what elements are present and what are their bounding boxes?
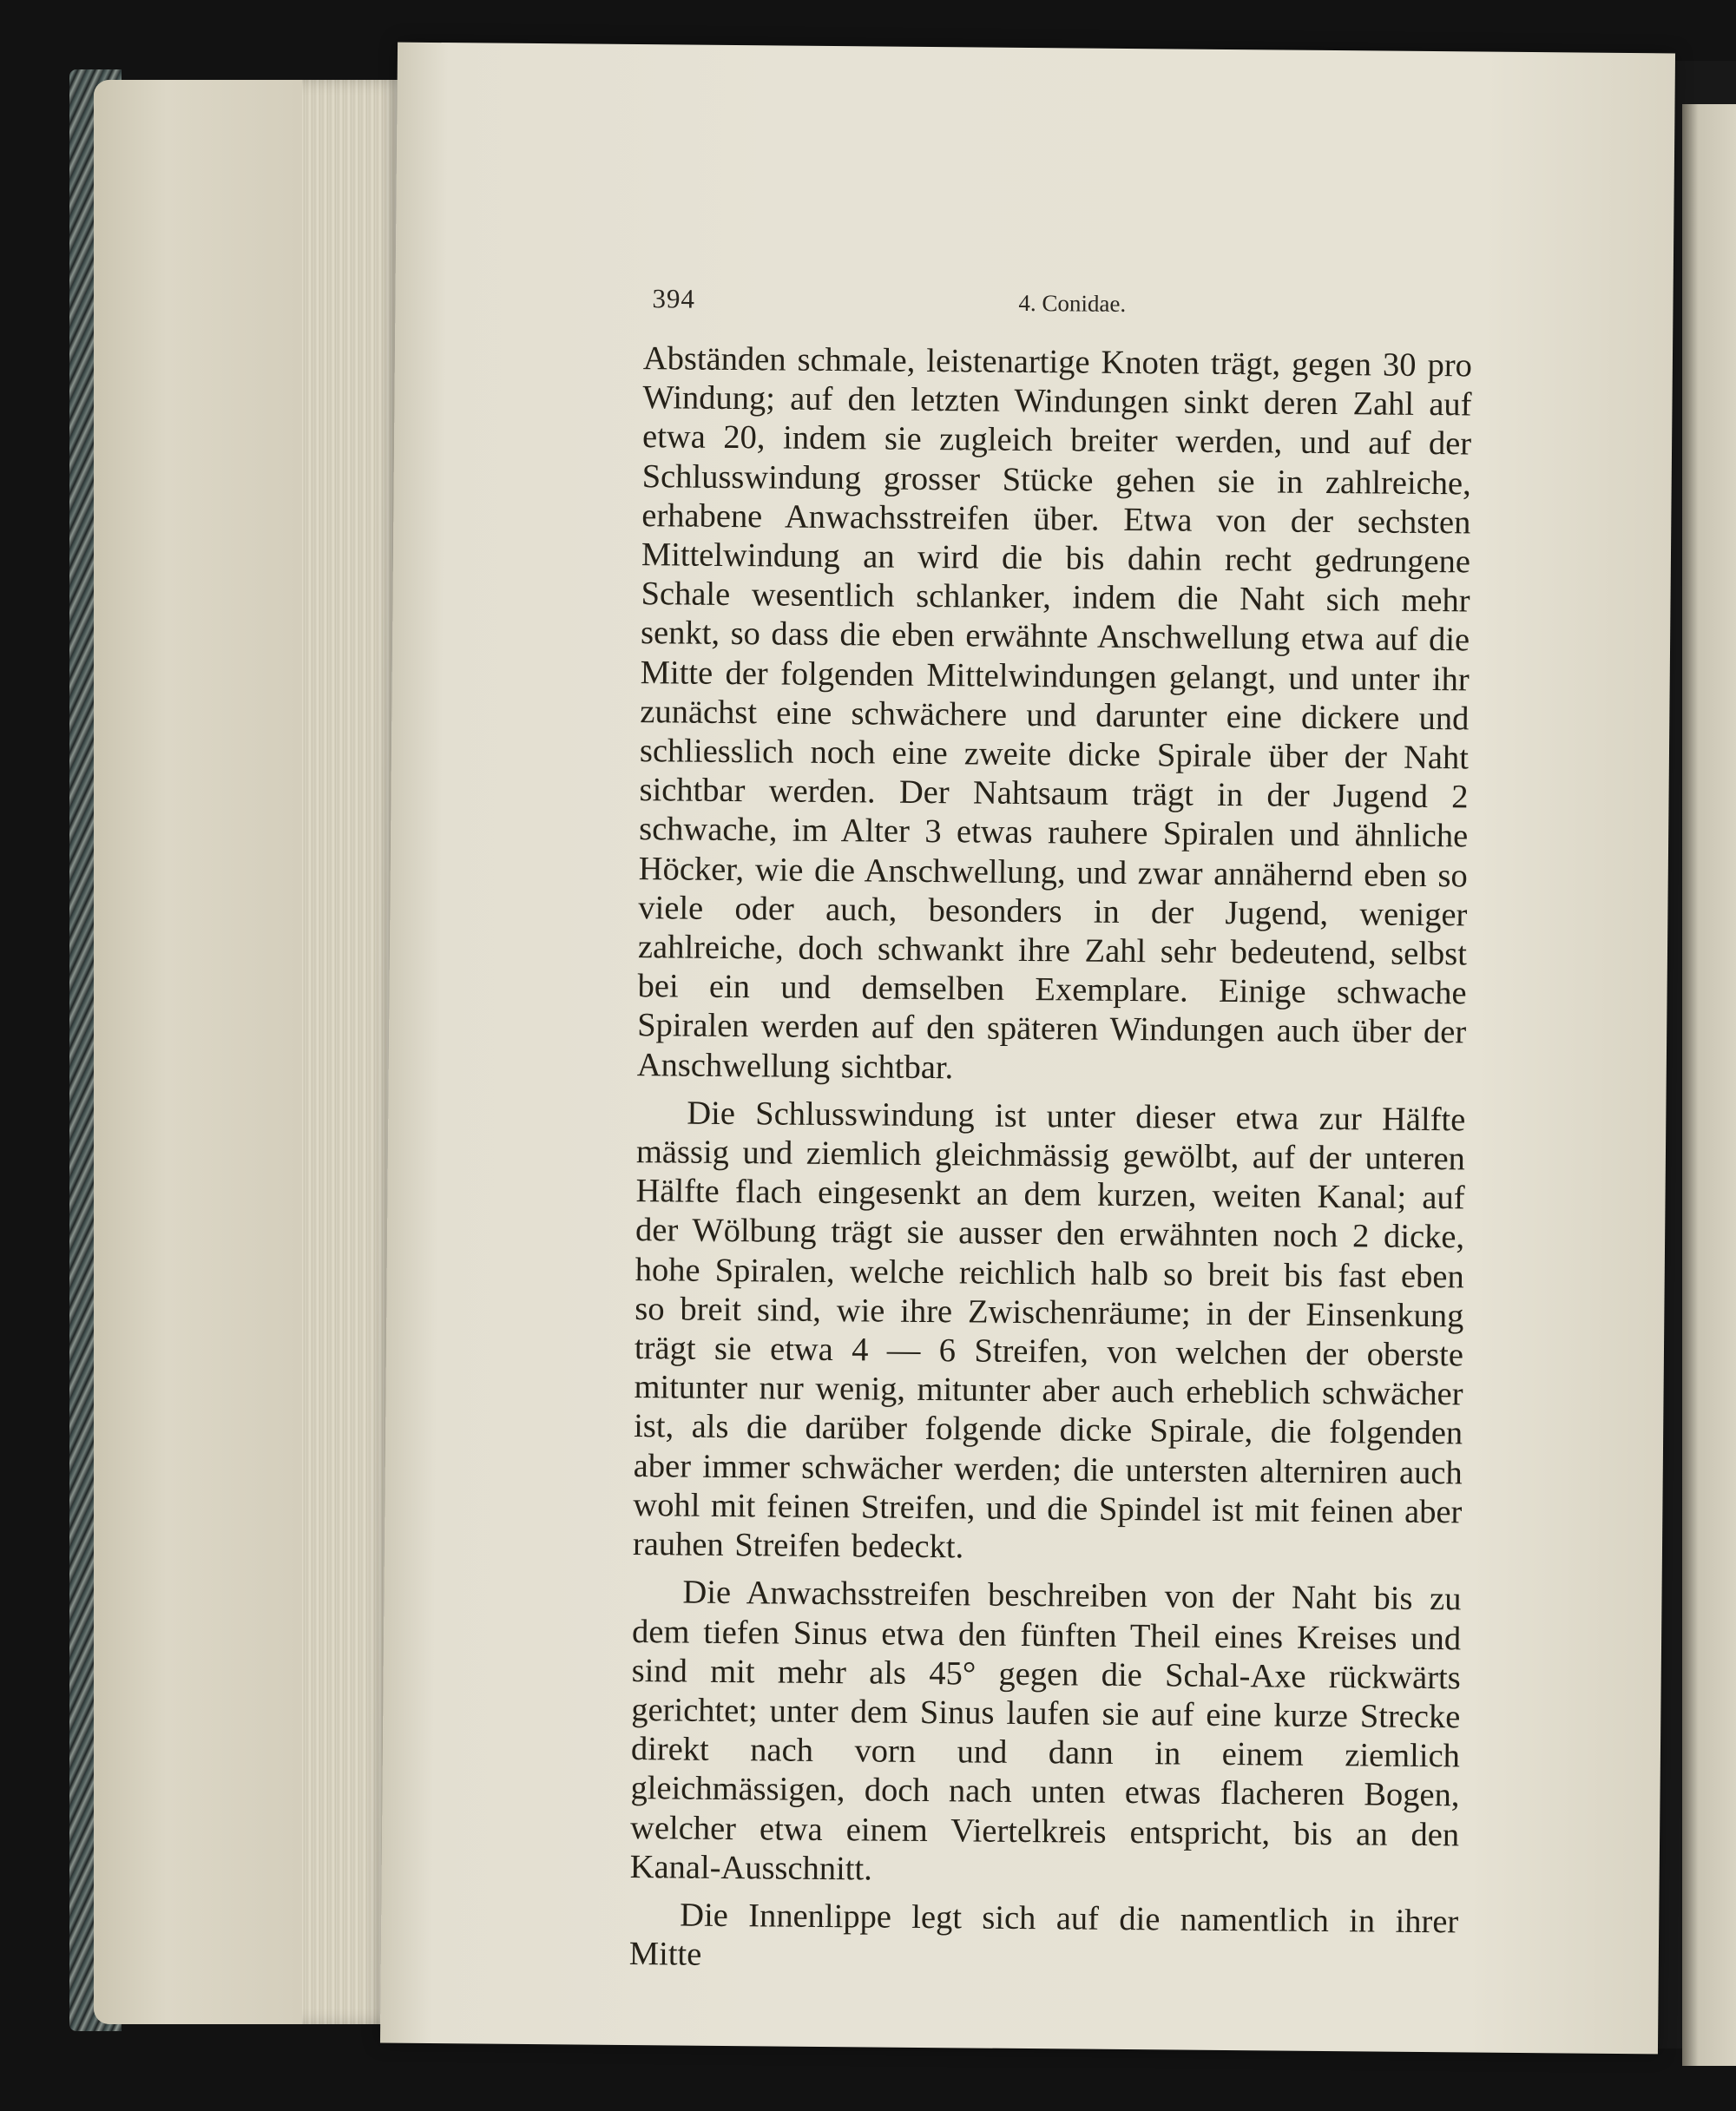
page-block-edges: [94, 80, 406, 2024]
body-text: [629, 339, 1472, 1990]
facing-page-edge: [1682, 104, 1736, 2066]
book-page: [380, 43, 1675, 2055]
paragraph: Die Anwachsstreifen beschreiben von der Naht bis zu dem tiefen Sinus etwa den fünften Theil eines Kreises und sind mit mehr als 45° gegen die Schal-Axe rückwärts gerichtet; unter dem Sinus laufen sie auf eine kurze Strecke direkt nach vorn und dann in einem ziemlich gleichmässigen, doch nach unten etwas flacheren Bogen, welcher etwa einem Viertelkreis entspricht, bis an den Kanal-Ausschnitt.: [629, 1574, 1462, 1888]
page-number: 394: [652, 283, 696, 314]
paragraph: Die Innenlippe legt sich auf die namentlich in ihrer Mitte: [628, 1897, 1459, 1973]
chapter-title: 4. Conidae.: [1018, 289, 1127, 317]
paragraph: Die Schlusswindung ist unter dieser etwa zur Hälfte mässig und ziemlich gleichmässig gewölbt, auf der unteren Hälfte flach eingesenkt an dem kurzen, weiten Kanal; auf der Wölbung trägt sie ausser den erwähnten noch 2 dicke, hohe Spiralen, welche reichlich halb so breit bis fast eben so breit sind, wie ihre Zwischenräume; in der Einsenkung trägt sie etwa 4 — 6 Streifen, von welchen der oberste mitunter nur wenig, mitunter aber auch erheblich schwächer ist, als die darüber folgende dicke Spirale, die folgenden aber immer schwächer werden; die untersten alterniren auch wohl mit feinen Streifen, und die Spindel ist mit feinen aber rauhen Streifen bedeckt.: [632, 1095, 1466, 1566]
running-head: [652, 283, 1520, 343]
paragraph: Abständen schmale, leistenartige Knoten trägt, gegen 30 pro Windung; auf den letzten Windungen sinkt deren Zahl auf etwa 20, indem sie zugleich breiter werden, und auf der Schlusswindung grosser Stücke gehen sie in zahlreiche, erhabene Anwachsstreifen über. Etwa von der sechsten Mittelwindung an wird die bis dahin recht gedrungene Schale wesentlich schlanker, indem die Naht sich mehr senkt, so dass die eben erwähnte Anschwellung etwa auf die Mitte der folgenden Mittelwindungen gelangt, und unter ihr zunächst eine schwächere und darunter eine dickere und schliesslich noch eine zweite dicke Spirale über der Naht sichtbar werden. Der Nahtsaum trägt in der Jugend 2 schwache, im Alter 3 etwas rauhere Spiralen und ähnliche Höcker, wie die Anschwellung, und zwar annähernd eben so viele oder auch, besonders in der Jugend, weniger zahlreiche, doch schwankt ihre Zahl sehr bedeutend, selbst bei ein und demselben Exemplare. Einige schwache Spiralen werden auf den späteren Windungen auch über der Anschwellung sichtbar.: [636, 340, 1473, 1086]
page-block-fore-edge: [94, 80, 302, 2024]
